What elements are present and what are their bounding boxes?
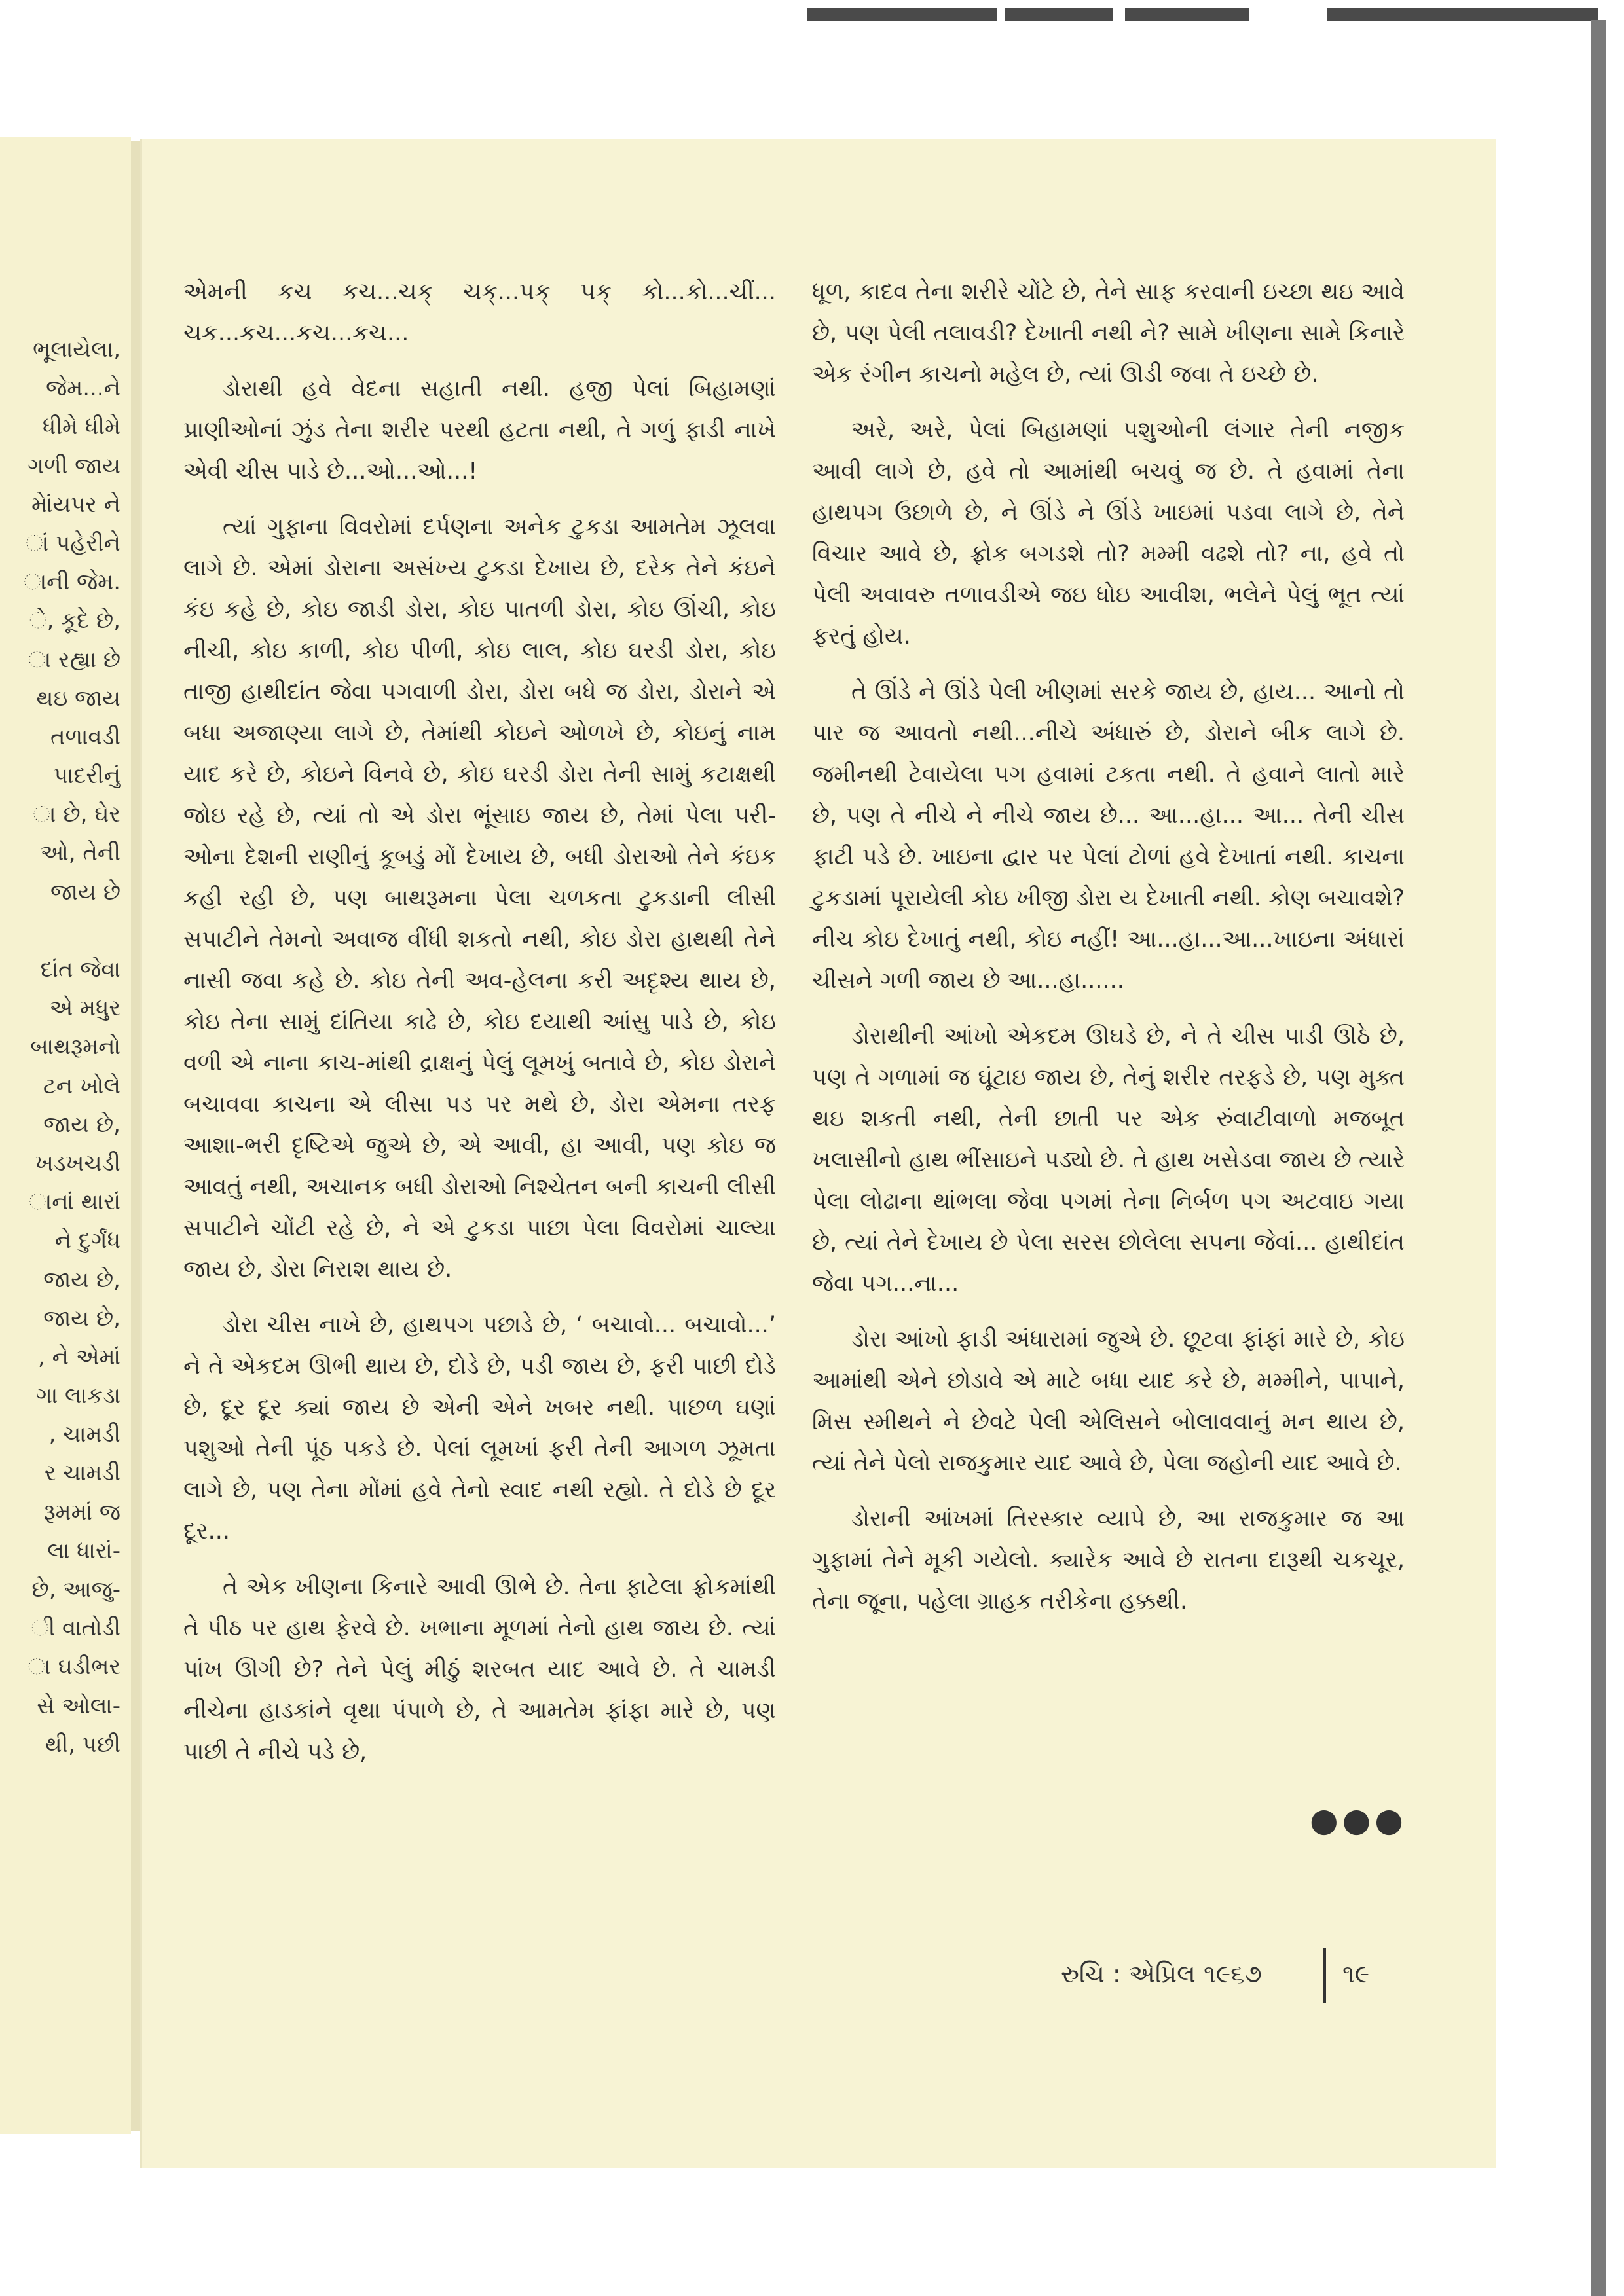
- scan-top-bar: [1125, 8, 1249, 21]
- stub-line: ી વાતોડી: [31, 1615, 120, 1642]
- stub-line: જેમ...ને: [46, 375, 120, 402]
- stub-line: જાય છે: [50, 879, 120, 905]
- stub-line: લા ધારાં-: [47, 1537, 120, 1564]
- stub-line: પાદરીનું: [53, 763, 120, 790]
- stub-line: તળાવડી: [50, 723, 120, 750]
- stub-line: ખડખચડી: [35, 1150, 120, 1176]
- stub-line: ે, કૂદે છે,: [29, 608, 120, 634]
- stub-line: ર ચામડી: [44, 1460, 120, 1487]
- stub-line: ાં પહેરીને: [26, 530, 120, 556]
- previous-page-strip: [0, 137, 131, 2134]
- stub-line: થી, પછી: [45, 1731, 120, 1758]
- text-column-right: [812, 272, 1405, 1637]
- scan-top-bar: [1005, 8, 1113, 21]
- paragraph: ધૂળ, કાદવ તેના શરીરે ચોંટે છે, તેને સાફ કરવાની ઇચ્છા થઇ આવે છે, પણ પેલી તલાવડી? દેખાતી નથી ને? સામે ખીણના સામે કિનારે એક રંગીન કાચનો મહેલ છે, ત્યાં ઊડી જવા તે ઇચ્છે છે.: [812, 279, 1405, 388]
- stub-line: જાય છે,: [43, 1305, 120, 1332]
- paragraph: એમની કચ કચ...ચક્ ચક્...પક્ પક્ કો...કો...ચીં... ચક...કચ...કચ...કચ...: [183, 279, 776, 346]
- stub-line: ને દુર્ગંધ: [54, 1228, 120, 1254]
- previous-page-text: [3, 331, 128, 1764]
- paragraph: ડોરાથી હવે વેદના સહાતી નથી. હજી પેલાં બિહામણાં પ્રાણીઓનાં ઝુંડ તેના શરીર પરથી હટતા નથી, તે ગળું ફાડી નાખે એવી ચીસ પાડે છે...ઓ...ઓ...!: [183, 376, 776, 484]
- stub-line: , ને એમાં: [38, 1343, 120, 1370]
- stub-line: ગા લાકડા: [36, 1383, 120, 1410]
- stub-line: ા રહ્યા છે: [28, 646, 120, 673]
- stub-line: દાંત જેવા: [40, 957, 120, 983]
- stub-line: એ મધુર: [49, 995, 120, 1022]
- end-mark: ●●●: [1310, 1801, 1407, 1839]
- stub-line: ઓ, તેની: [40, 840, 120, 867]
- magazine-name-date: રુચિ : એપ્રિલ ૧૯૬૭: [1061, 1959, 1262, 1988]
- stub-line: ભૂલાયેલા,: [33, 337, 120, 363]
- stub-line: થઇ જાય: [36, 685, 120, 712]
- paragraph: ડોરા આંખો ફાડી અંધારામાં જુએ છે. છૂટવા ફાંફાં મારે છે, કોઇ આમાંથી એને છોડાવે એ માટે બધા યાદ કરે છે, મમ્મીને, પાપાને, મિસ સ્મીથને ને છેવટે પેલી એલિસને બોલાવવાનું મન થાય છે, ત્યાં તેને પેલો રાજકુમાર યાદ આવે છે, પેલા જહોની યાદ આવે છે.: [812, 1326, 1405, 1476]
- stub-line: [3, 912, 128, 951]
- paragraph: ડોરાની આંખમાં તિરસ્કાર વ્યાપે છે, આ રાજકુમાર જ આ ગુફામાં તેને મૂકી ગયેલો. ક્યારેક આવે છે રાતના દારૂથી ચકચૂર, તેના જૂના, પહેલા ગ્રાહક તરીકેના હક્કથી.: [812, 1506, 1405, 1614]
- paragraph: ડોરા ચીસ નાખે છે, હાથપગ પછાડે છે, ‘ બચાવો... બચાવો...’ ને તે એકદમ ઊભી થાય છે, દોડે છે, પડી જાય છે, ફરી પાછી દોડે છે, દૂર દૂર ક્યાં જાય છે એની એને ખબર નથી. પાછળ ઘણાં પશુઓ તેની પૂંઠ પકડે છે. પેલાં લૂમખાં ફરી તેની આગળ ઝૂમતા લાગે છે, પણ તેના મોંમાં હવે તેનો સ્વાદ નથી રહ્યો. તે દોડે છે દૂર દૂર...: [183, 1312, 776, 1544]
- scan-top-bar: [1327, 8, 1598, 21]
- stub-line: રૂમમાં જ: [43, 1499, 120, 1525]
- text-column-left: [183, 272, 776, 1787]
- page-footer: [1061, 1954, 1401, 1994]
- stub-line: બાથરૂમનો: [30, 1034, 120, 1061]
- stub-line: ા છે, ઘેર: [33, 801, 120, 828]
- footer-divider: [1323, 1948, 1326, 2003]
- stub-line: જાય છે,: [43, 1266, 120, 1293]
- paragraph: તે એક ખીણના કિનારે આવી ઊભે છે. તેના ફાટેલા ફ્રોકમાંથી તે પીઠ પર હાથ ફેરવે છે. ખભાના મૂળમાં તેનો હાથ જાય છે. ત્યાં પાંખ ઊગી છે? તેને પેલું મીઠું શરબત યાદ આવે છે. તે ચામડી નીચેના હાડકાંને વૃથા પંપાળે છે, તે આમતેમ ફાંફા મારે છે, પણ પાછી તે નીચે પડે છે,: [183, 1574, 776, 1765]
- page-number: ૧૯: [1342, 1959, 1370, 1988]
- paragraph: ડોરાથીની આંખો એકદમ ઊઘડે છે, ને તે ચીસ પાડી ઊઠે છે, પણ તે ગળામાં જ ઘૂંટાઇ જાય છે, તેનું શરીર તરફડે છે, પણ મુક્ત થઇ શકતી નથી, તેની છાતી પર એક રુંવાટીવાળો મજબૂત ખલાસીનો હાથ ભીંસાઇને પડ્યો છે. તે હાથ ખસેડવા જાય છે ત્યારે પેલા લોઢાના થાંભલા જેવા પગમાં તેના નિર્બળ પગ અટવાઇ ગયા છે, ત્યાં તેને દેખાય છે પેલા સરસ છોલેલા સપના જેવાં... હાથીદાંત જેવા પગ...ના...: [812, 1023, 1405, 1297]
- paragraph: તે ઊંડે ને ઊંડે પેલી ખીણમાં સરકે જાય છે, હાય... આનો તો પાર જ આવતો નથી...નીચે અંધારું છે, ડોરાને બીક લાગે છે. જમીનથી ટેવાયેલા પગ હવામાં ટકતા નથી. તે હવાને લાતો મારે છે, પણ તે નીચે ને નીચે જાય છે... આ...હા... આ... તેની ચીસ ફાટી પડે છે. ખાઇના દ્વાર પર પેલાં ટોળાં હવે દેખાતાં નથી. કાચના ટુકડામાં પૂરાયેલી કોઇ ખીજી ડોરા ય દેખાતી નથી. કોણ બચાવશે? નીચ કોઇ દેખાતું નથી, કોઇ નહીં! આ...હા...આ...ખાઇના અંધારાં ચીસને ગળી જાય છે આ...હા......: [812, 679, 1405, 994]
- page-fold: [131, 141, 140, 2131]
- stub-line: ધીમે ધીમે: [42, 414, 120, 441]
- paragraph: અરે, અરે, પેલાં બિહામણાં પશુઓની લંગાર તેની નજીક આવી લાગે છે, હવે તો આમાંથી બચવું જ છે. તે હવામાં તેના હાથપગ ઉછાળે છે, ને ઊંડે ને ઊંડે ખાઇમાં પડવા લાગે છે, તેને વિચાર આવે છે, ફ્રોક બગડશે તો? મમ્મી વઢશે તો? ના, હવે તો પેલી અવાવરુ તળાવડીએ જઇ ધોઇ આવીશ, ભલેને પેલું ભૂત ત્યાં ફરતું હોય.: [812, 417, 1405, 649]
- paragraph: ત્યાં ગુફાના વિવરોમાં દર્પણના અનેક ટુકડા આમતેમ ઝૂલવા લાગે છે. એમાં ડોરાના અસંખ્ય ટુકડા દેખાય છે, દરેક તેને કંઇને કંઇ કહે છે, કોઇ જાડી ડોરા, કોઇ પાતળી ડોરા, કોઇ ઊંચી, કોઇ નીચી, કોઇ કાળી, કોઇ પીળી, કોઇ લાલ, કોઇ ઘરડી ડોરા, કોઇ તાજી હાથીદાંત જેવા પગવાળી ડોરા, ડોરા બધે જ ડોરા, ડોરાને એ બધા અજાણ્યા લાગે છે, તેમાંથી કોઇને ઓળખે છે, કોઇનું નામ યાદ કરે છે, કોઇને વિનવે છે, કોઇ ઘરડી ડોરા તેની સામું કટાક્ષથી જોઇ રહે છે, ત્યાં તો એ ડોરા ભૂંસાઇ જાય છે, તેમાં પેલા પરી-ઓના દેશની રાણીનું કૂબડું મોં દેખાય છે, બધી ડોરાઓ તેને કંઇક કહી રહી છે, પણ બાથરૂમના પેલા ચળકતા ટુકડાની લીસી સપાટીને તેમનો અવાજ વીંધી શકતો નથી, કોઇ ડોરા હાથથી તેને નાસી જવા કહે છે. કોઇ તેની અવ-હેલના કરી અદૃશ્ય થાય છે, કોઇ તેના સામું દાંતિયા કાઢે છે, કોઇ દયાથી આંસુ પાડે છે, કોઇ વળી એ નાના કાચ-માંથી દ્રાક્ષનું પેલું લૂમખું બતાવે છે, કોઇ ડોરાને બચાવવા કાચના એ લીસા પડ પર મથે છે, ડોરા એમના તરફ આશા-ભરી દૃષ્ટિએ જુએ છે, એ આવી, હા આવી, પણ કોઇ જ આવતું નથી, અચાનક બધી ડોરાઓ નિશ્ચેતન બની કાચની લીસી સપાટીને ચોંટી રહે છે, ને એ ટુકડા પાછા પેલા વિવરોમાં ચાલ્યા જાય છે, ડોરા નિરાશ થાય છે.: [183, 514, 776, 1283]
- stub-line: મેાંયપર ને: [31, 491, 120, 518]
- stub-line: ા ઘડીભર: [28, 1654, 120, 1681]
- scan-top-bar: [807, 8, 997, 21]
- stub-line: ટન ખોલે: [43, 1072, 120, 1099]
- stub-line: ગળી જાય: [28, 452, 120, 479]
- stub-line: છે, આજુ-: [31, 1576, 120, 1603]
- stub-line: સે ઓલા-: [37, 1692, 120, 1719]
- stub-line: ાનાં થારાં: [28, 1189, 120, 1216]
- stub-line: જાય છે,: [43, 1111, 120, 1138]
- scan-right-edge: [1591, 20, 1606, 2296]
- stub-line: ાની જેમ.: [23, 569, 120, 596]
- stub-line: , ચામડી: [48, 1421, 120, 1448]
